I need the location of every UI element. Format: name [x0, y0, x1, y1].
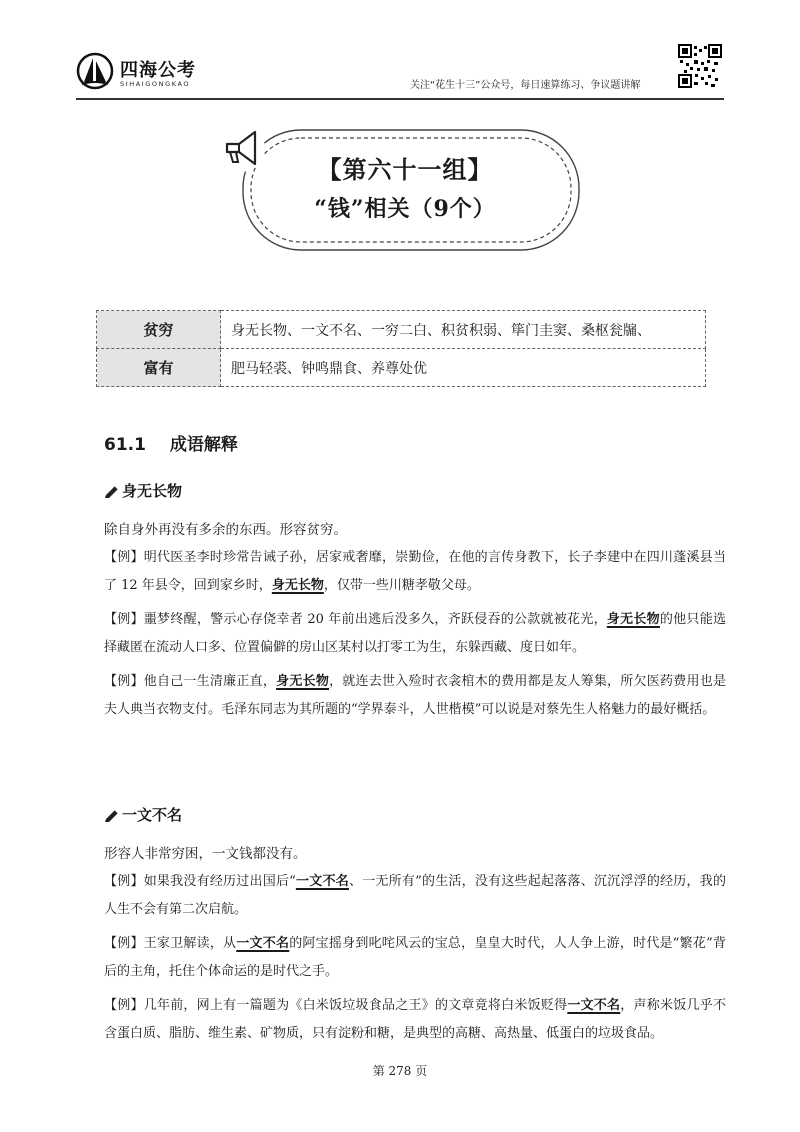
- example-paragraph: [104, 930, 726, 986]
- example-text: 如果我没有经历过出国后“: [143, 874, 296, 889]
- pencil-icon: [104, 808, 120, 822]
- title-badge: [215, 120, 595, 260]
- example-paragraph: [104, 606, 726, 662]
- section-title: 成语解释: [169, 435, 238, 455]
- example-paragraph: [104, 992, 726, 1048]
- idiom-name: 一文不名: [122, 806, 183, 824]
- category-table: [96, 310, 706, 387]
- brand-name: 四海公考: [120, 60, 196, 81]
- example-paragraph: [104, 668, 726, 724]
- example-tag: 【例】: [104, 674, 144, 689]
- example-text: 他自己一生清廉正直，: [143, 674, 277, 689]
- page-header: [0, 0, 800, 100]
- group-title: 【第六十一组】: [317, 155, 493, 184]
- table-row: [97, 311, 706, 349]
- idiom-heading: [104, 804, 726, 828]
- example-highlight: 一文不名: [236, 936, 290, 951]
- header-note: 关注“花生十三”公众号，每日速算练习、争议题讲解: [410, 80, 641, 91]
- idiom-entry: [104, 804, 726, 1048]
- idiom-definition: 除自身外再没有多余的东西。形容贫穷。: [104, 522, 347, 538]
- example-highlight: 一文不名: [567, 998, 621, 1013]
- example-text: ，仅带一些川糖孝敬父母。: [323, 578, 480, 593]
- pencil-icon: [104, 484, 120, 498]
- example-text: 的阿宝摇身到叱咤风云的宝总，皇皇大时代，人人争上游，时代是“繁花”背后的主角，托住个体命运的是时代之手。: [104, 936, 726, 979]
- page-number: 第 278 页: [372, 1064, 428, 1078]
- section-heading: [104, 430, 238, 455]
- example-tag: 【例】: [104, 550, 144, 565]
- example-text: ，声称米饭几乎不含蛋白质、脂肪、维生素、矿物质，只有淀粉和糖，是典型的高糖、高热量、低蛋白的垃圾食品。: [104, 998, 726, 1041]
- table-row: [97, 349, 706, 387]
- example-text: ，就连去世入殓时衣衾棺木的费用都是友人筹集，所欠医药费用也是夫人典当衣物支付。毛泽东同志为其所题的“学界泰斗，人世楷模”可以说是对蔡先生人格魅力的最好概括。: [104, 674, 726, 717]
- example-tag: 【例】: [104, 874, 144, 889]
- example-paragraph: [104, 544, 726, 600]
- group-subtitle: “钱”相关（9个）: [314, 196, 496, 222]
- example-tag: 【例】: [104, 936, 144, 951]
- example-text: 明代医圣李时珍常告诫子孙，居家戒奢靡，崇勤俭，在他的言传身教下，长子李建中在四川蓬溪县当了 12 年县令，回到家乡时，: [104, 550, 726, 593]
- example-paragraph: [104, 868, 726, 924]
- brand-subtitle: SIHAIGONGKAO: [120, 80, 191, 88]
- example-tag: 【例】: [104, 998, 144, 1013]
- badge-frame: [215, 120, 595, 260]
- brand-logo: [76, 50, 236, 96]
- example-text: 、一无所有”的生活，没有这些起起落落、沉沉浮浮的经历，我的人生不会有第二次启航。: [104, 874, 726, 917]
- example-text: 噩梦终醒，警示心存侥幸者 20 年前出逃后没多久，齐跃侵吞的公款就被花光，: [143, 612, 607, 627]
- example-highlight: 身无长物: [606, 612, 660, 627]
- example-highlight: 身无长物: [276, 674, 330, 689]
- header-divider: [76, 98, 724, 100]
- idiom-heading: [104, 480, 726, 504]
- category-items: 身无长物、一文不名、一穷二白、积贫积弱、筚门圭窦、桑枢瓮牖、: [221, 311, 706, 349]
- idiom-definition: 形容人非常穷困，一文钱都没有。: [104, 846, 307, 862]
- sail-logo-icon: [76, 52, 114, 90]
- category-label: 贫穷: [97, 311, 221, 349]
- section-number: 61.1: [104, 435, 146, 455]
- idiom-name: 身无长物: [122, 482, 183, 500]
- example-highlight: 一文不名: [295, 874, 349, 889]
- example-tag: 【例】: [104, 612, 144, 627]
- category-items: 肥马轻裘、钟鸣鼎食、养尊处优: [221, 349, 706, 387]
- example-text: 几年前，网上有一篇题为《白米饭垃圾食品之王》的文章竟将白米饭贬得: [143, 998, 568, 1013]
- qr-code-icon: [678, 44, 722, 88]
- idiom-entry: [104, 480, 726, 724]
- example-text: 的他只能选择藏匿在流动人口多、位置偏僻的房山区某村以打零工为生，东躲西藏、度日如年。: [104, 612, 726, 655]
- category-label: 富有: [97, 349, 221, 387]
- example-text: 王家卫解读，从: [143, 936, 237, 951]
- example-highlight: 身无长物: [271, 578, 324, 593]
